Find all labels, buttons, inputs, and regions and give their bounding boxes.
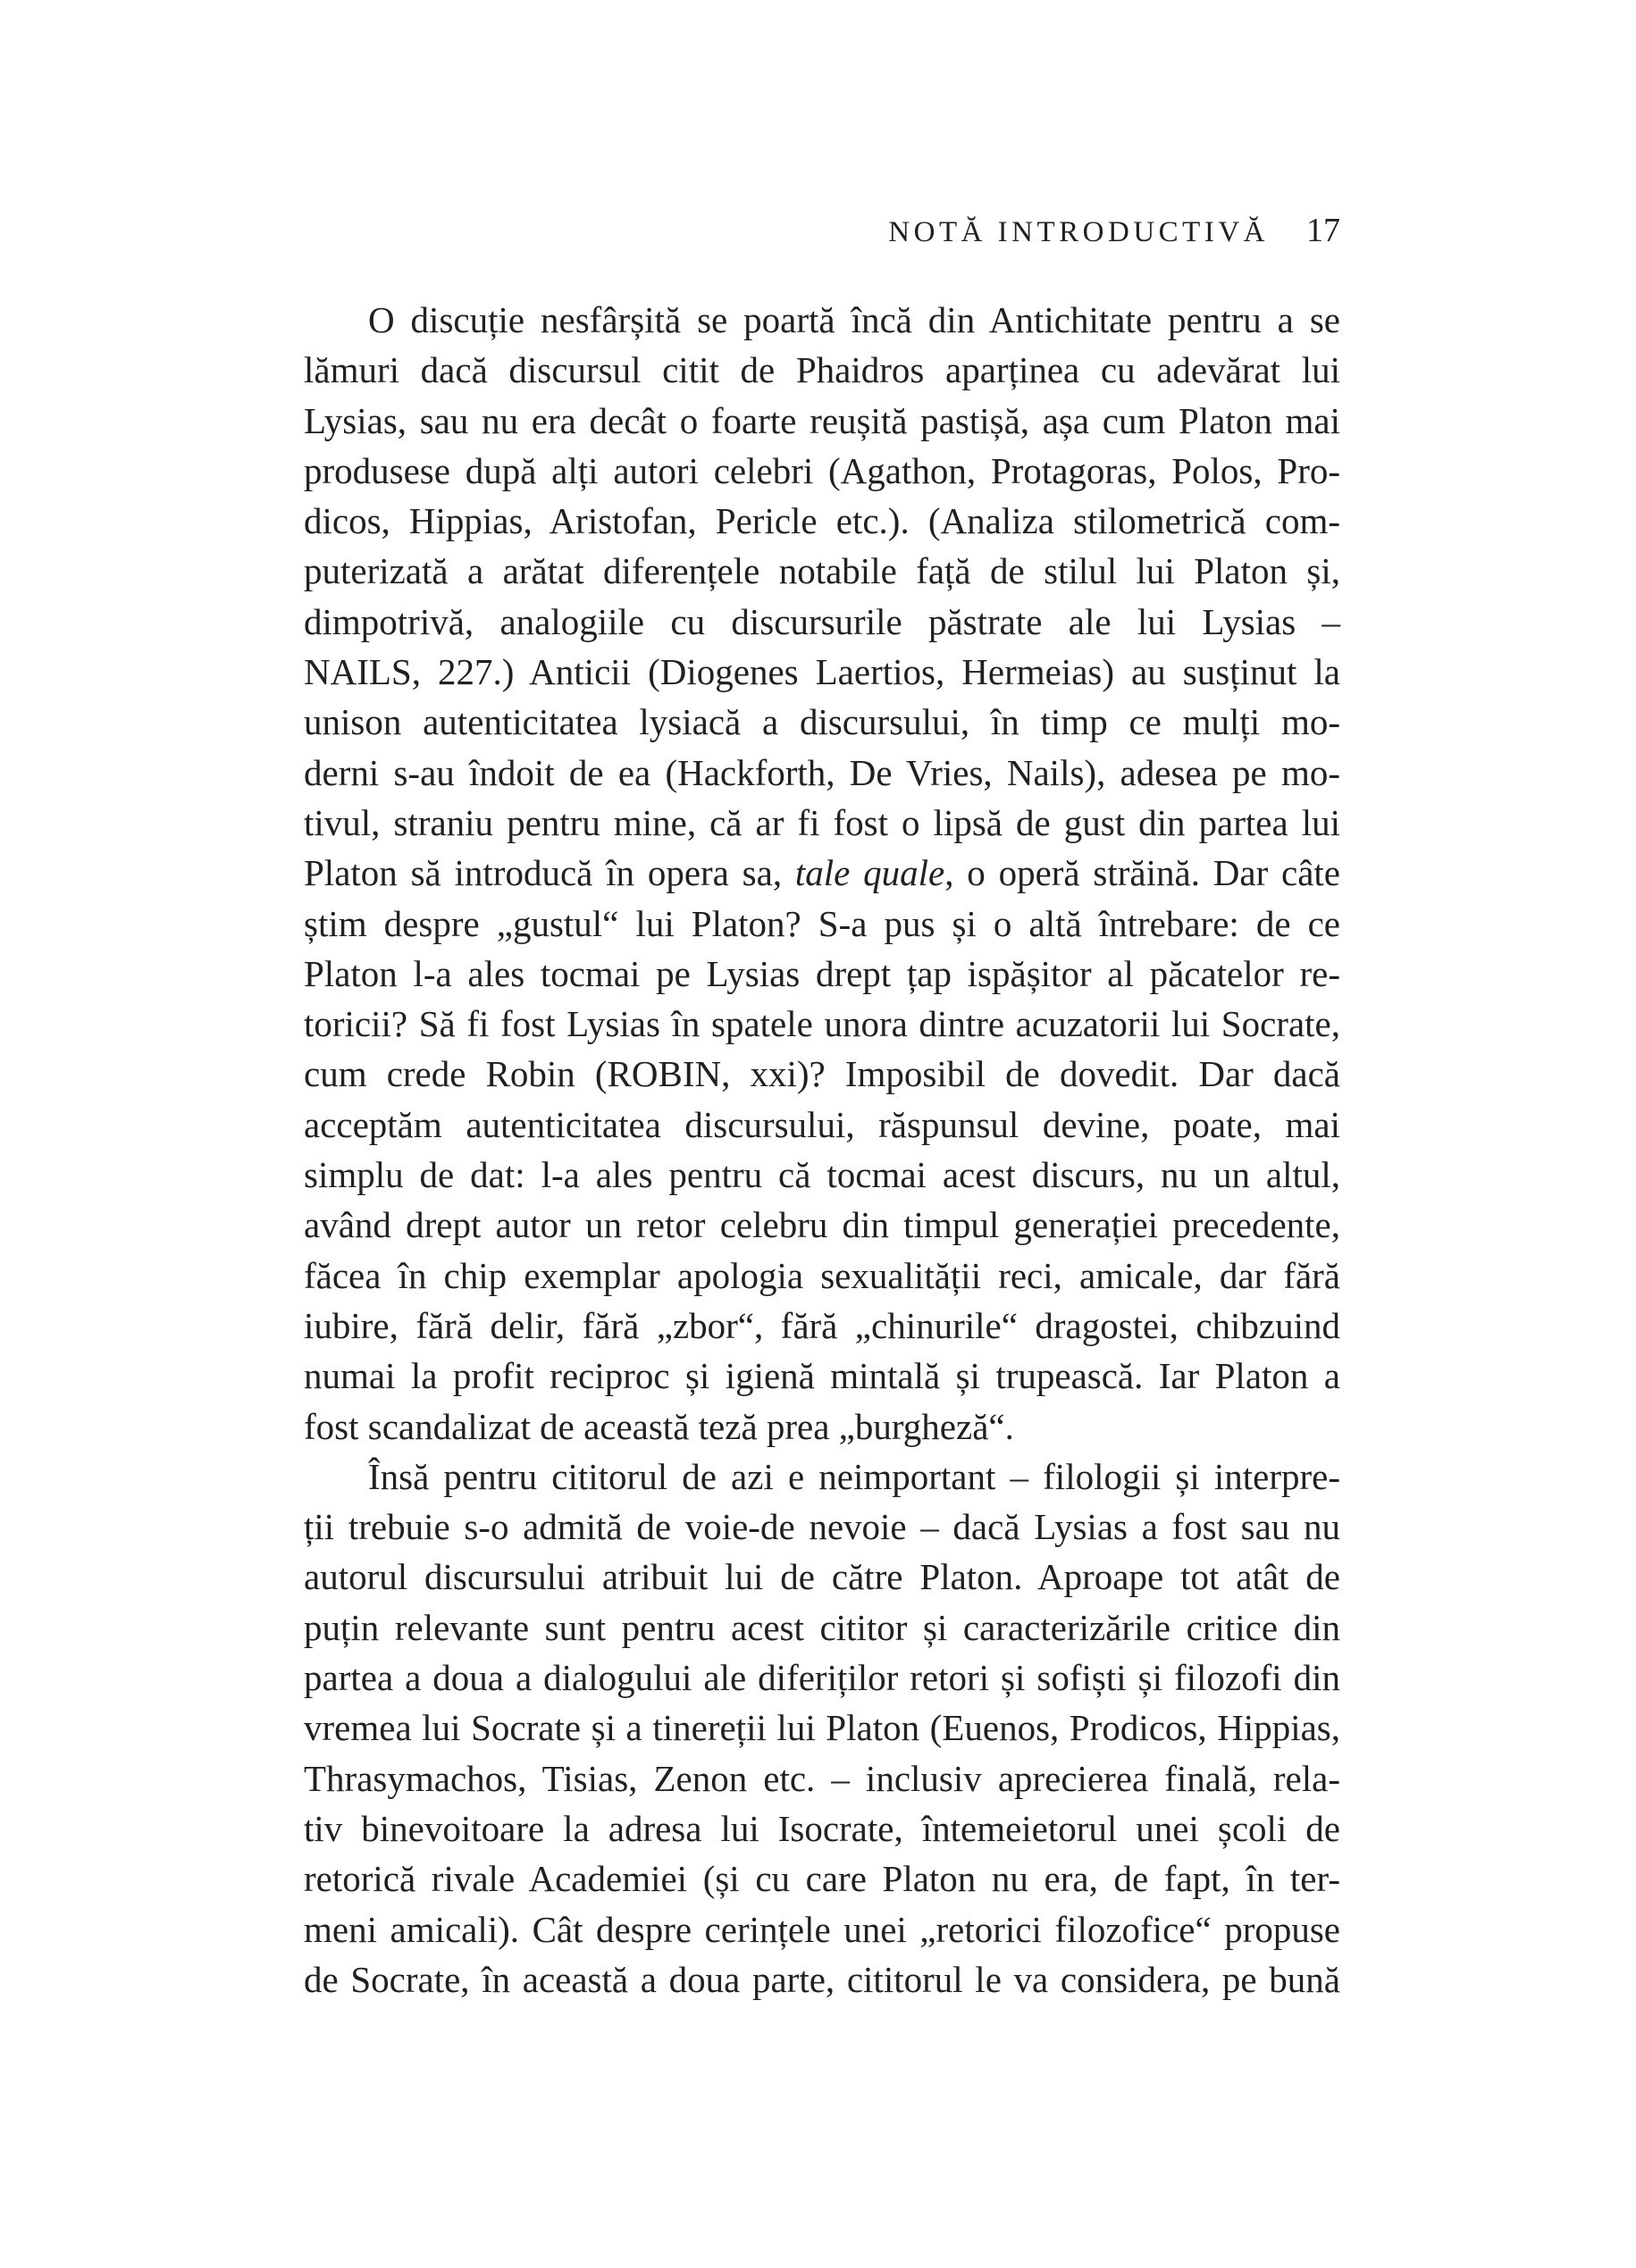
text-line — [304, 848, 1340, 898]
text-line: produsese după alți autori celebri (Agathon, Protagoras, Polos, Pro- — [304, 449, 1340, 491]
text-line: O discuție nesfârșită se poartă încă din Antichitate pentru a se — [368, 299, 1340, 340]
text-line: dicos, Hippias, Aristofan, Pericle etc.). (Analiza stilometrică com- — [304, 500, 1340, 542]
text-line: puterizată a arătat diferențele notabile față de stilul lui Platon și, — [304, 550, 1340, 592]
paragraph — [304, 295, 1340, 1452]
text-line: făcea în chip exemplar apologia sexualității reci, amicale, dar fără — [304, 1254, 1340, 1296]
text-line: de Socrate, în această a doua parte, cititorul le va considera, pe bună — [304, 1958, 1340, 2000]
text-line: toricii? Să fi fost Lysias în spatele unora dintre acuzatorii lui Socrate, — [304, 1003, 1340, 1045]
running-head-title: NOTĂ INTRODUCTIVĂ — [888, 216, 1269, 248]
text-line: unison autenticitatea lysiacă a discursului, în timp ce mulți mo- — [304, 701, 1340, 743]
text-line: meni amicali). Cât despre cerințele unei „retorici filozofice“ propuse — [304, 1908, 1340, 1950]
text-line: dimpotrivă, analogiile cu discursurile păstrate ale lui Lysias – — [304, 600, 1340, 642]
text-segment: Platon să introducă în opera sa, — [304, 852, 795, 894]
italic-phrase: tale quale — [794, 852, 945, 894]
text-line: Lysias, sau nu era decât o foarte reușită pastișă, așa cum Platon mai — [304, 399, 1340, 441]
text-line: partea a doua a dialogului ale diferiților retori și sofiști și filozofi din — [304, 1657, 1340, 1699]
page-number: 17 — [1306, 212, 1340, 249]
text-line: tivul, straniu pentru mine, că ar fi fost o lipsă de gust din partea lui — [304, 801, 1340, 843]
paragraph — [304, 1452, 1340, 2004]
text-line: simplu de dat: l-a ales pentru că tocmai acest discurs, nu un altul, — [304, 1154, 1340, 1196]
text-line: acceptăm autenticitatea discursului, răspunsul devine, poate, mai — [304, 1103, 1340, 1145]
text-line: ții trebuie s-o admită de voie-de nevoie – dacă Lysias a fost sau nu — [304, 1506, 1340, 1548]
text-line: Platon l-a ales tocmai pe Lysias drept țap ispășitor al păcatelor re- — [304, 952, 1340, 994]
text-line: retorică rivale Academiei (și cu care Platon nu era, de fapt, în ter- — [304, 1858, 1340, 1900]
text-line: tiv binevoitoare la adresa lui Isocrate, întemeietorul unei școli de — [304, 1807, 1340, 1849]
text-line: autorul discursului atribuit lui de către Platon. Aproape tot atât de — [304, 1556, 1340, 1598]
text-line: Însă pentru cititorul de azi e neimportant – filologii și interpre- — [368, 1455, 1340, 1497]
text-segment: , o operă străină. Dar câte — [944, 852, 1340, 894]
running-head — [304, 213, 1340, 250]
text-line: puțin relevante sunt pentru acest cititor și caracterizările critice din — [304, 1606, 1340, 1648]
text-line: vremea lui Socrate și a tinereții lui Platon (Euenos, Prodicos, Hippias, — [304, 1707, 1340, 1749]
text-line: iubire, fără delir, fără „zbor“, fără „chinurile“ dragostei, chibzuind — [304, 1304, 1340, 1346]
text-line: lămuri dacă discursul citit de Phaidros aparținea cu adevărat lui — [304, 349, 1340, 391]
text-line: derni s-au îndoit de ea (Hackforth, De Vries, Nails), adesea pe mo- — [304, 751, 1340, 793]
text-line: numai la profit reciproc și igienă mintală și trupească. Iar Platon a — [304, 1355, 1340, 1397]
body-text — [304, 295, 1340, 2004]
text-line: știm despre „gustul“ lui Platon? S-a pus și o altă întrebare: de ce — [304, 902, 1340, 944]
text-line: Thrasymachos, Tisias, Zenon etc. – inclusiv aprecierea finală, rela- — [304, 1757, 1340, 1799]
text-line: fost scandalizat de această teză prea „burgheză“. — [304, 1405, 1014, 1447]
text-line: cum crede Robin (ROBIN, xxi)? Imposibil de dovedit. Dar dacă — [304, 1053, 1340, 1095]
text-line: NAILS, 227.) Anticii (Diogenes Laertios, Hermeias) au susținut la — [304, 651, 1340, 693]
text-line: având drept autor un retor celebru din timpul generației precedente, — [304, 1204, 1340, 1246]
